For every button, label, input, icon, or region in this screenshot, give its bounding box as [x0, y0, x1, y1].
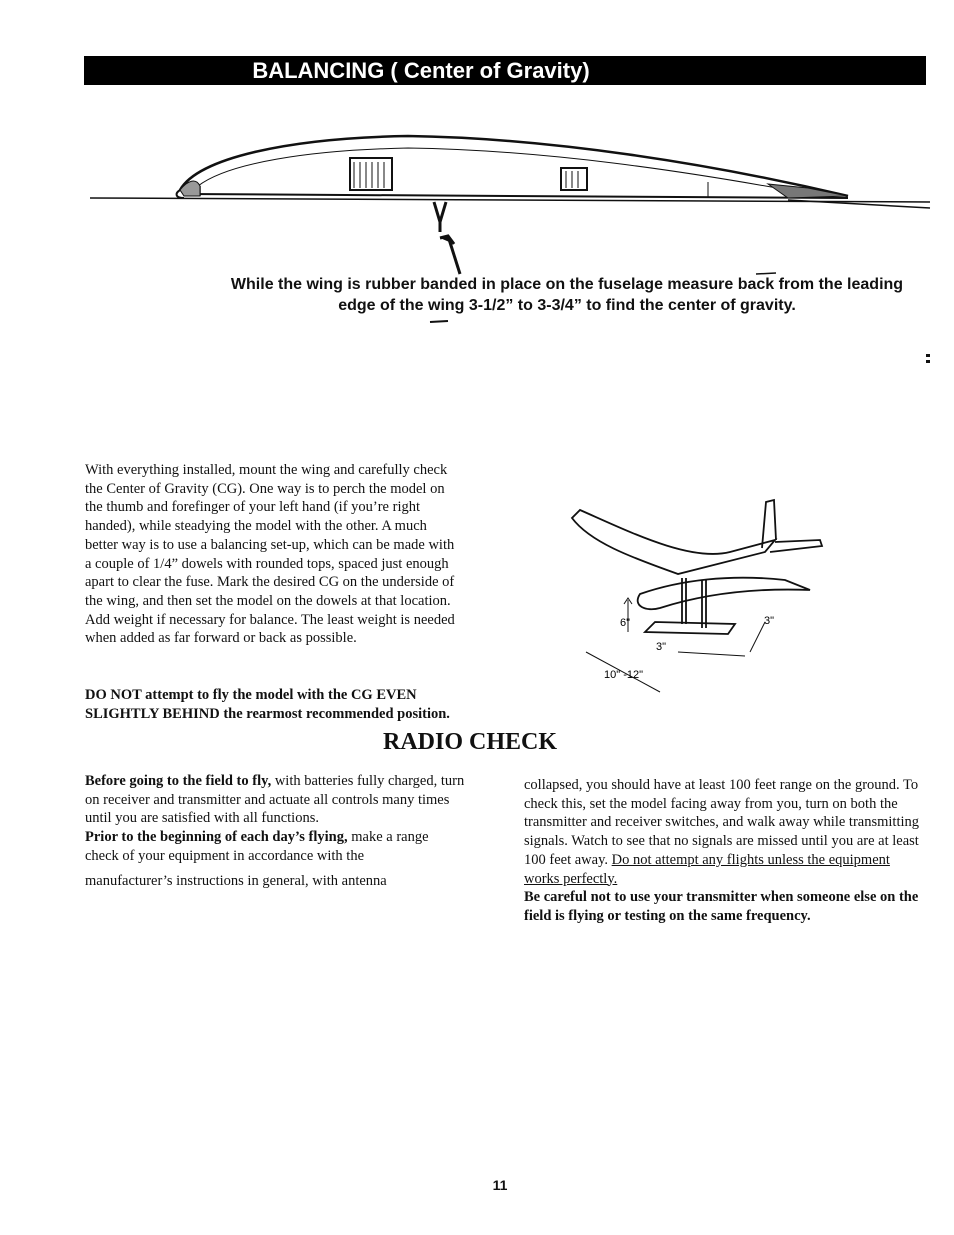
section-title: BALANCING ( Center of Gravity): [252, 58, 590, 83]
radio-right-bold: Be careful not to use your transmitter when someone else on the field is flying or testing on the same frequency.: [524, 889, 919, 924]
balancing-paragraph: With everything installed, mount the wing and carefully check the Center of Gravity (CG). One way is to perch the model on the thumb and forefinger of your left hand (if you’re right handed), while steadying the model with the other. A much better way is to use a balancing set-up, which can be made with a couple of 1/4” dowels with rounded tops, spaced just enough apart to clear the fuse. Mark the desired CG on the underside of the wing, and then set the model on the dowels at that location. Add weight if necessary for balance. The least weight is needed when added as far forward or back as possible.: [85, 462, 455, 647]
radio-text-1: with batteries fully charged, turn on receiver and transmitter and actuate all controls many times until you are satisfied with all functions.: [85, 773, 465, 827]
radio-check-heading: RADIO CHECK: [383, 729, 558, 755]
wing-caption: While the wing is rubber banded in place on the fuselage measure back from the leading edge of the wing 3-1/2” to 3-3/4” to find the center of gravity.: [230, 276, 904, 314]
radio-check-right-column: [524, 776, 924, 926]
dim-offset-label: 3": [764, 615, 775, 627]
fuselage: [572, 510, 775, 574]
radio-text-3: manufacturer’s instructions in general, with antenna: [85, 872, 387, 889]
balancing-setup-illustration: [560, 492, 830, 697]
radio-check-left-column: [85, 772, 465, 890]
wing: [638, 578, 810, 610]
page-number: 11: [492, 1177, 508, 1193]
radio-lead-1: Before going to the field to fly,: [85, 773, 272, 789]
dim-spacing-label: 3": [656, 641, 667, 653]
dim-base-label: 10" -12": [604, 669, 643, 681]
dim-height-label: 6": [620, 617, 631, 629]
caption-decor: [0, 0, 954, 380]
stabilizer: [770, 540, 822, 552]
cg-warning: DO NOT attempt to fly the model with the CG EVEN SLIGHTLY BEHIND the rearmost recommended position.: [85, 687, 450, 722]
balancing-base: [645, 622, 735, 634]
radio-right-text: collapsed, you should have at least 100 feet range on the ground. To check this, set the model facing away from you, turn on both the transmitter and receiver switches, and walk away while transmitting signals. Watch to see that no signals are missed until you are at least 100 feet away.: [524, 777, 919, 868]
radio-right-underline: Do not attempt any flights unless the equipment works perfectly.: [524, 851, 890, 887]
radio-text-2: make a range check of your equipment in accordance with the: [85, 829, 429, 864]
radio-lead-2: Prior to the beginning of each day’s flying,: [85, 829, 348, 846]
